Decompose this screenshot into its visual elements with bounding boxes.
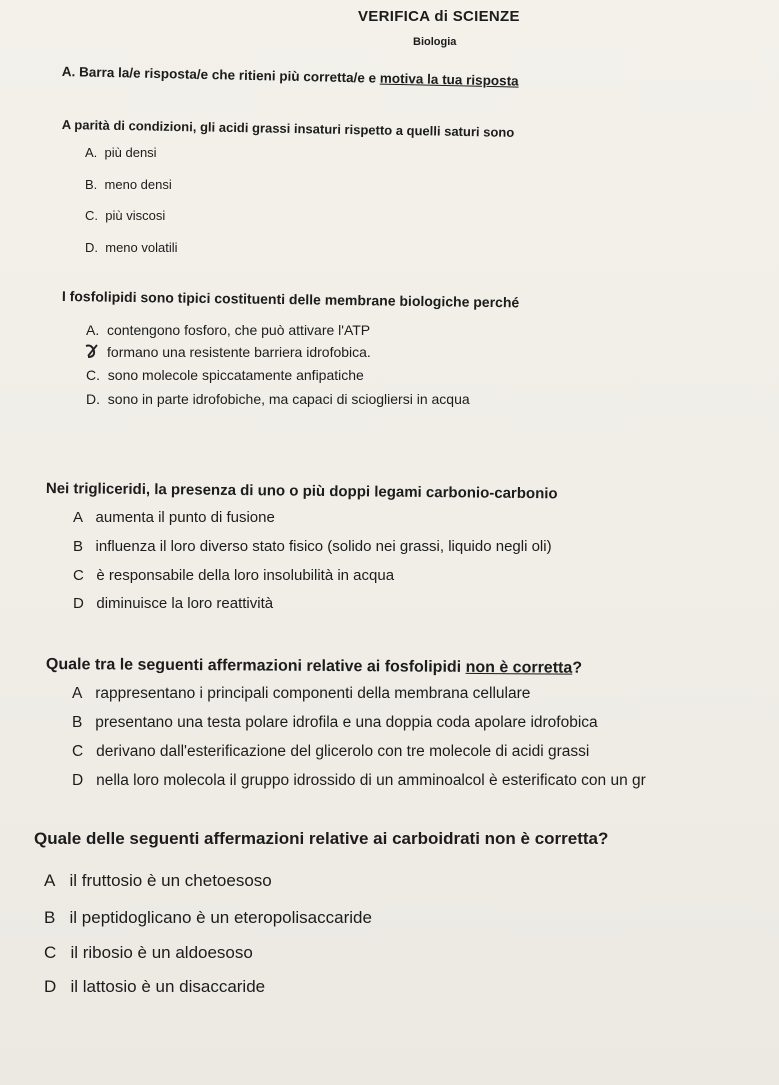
question-3: Nei trigliceridi, la presenza di uno o più doppi legami carbonio-carbonio bbox=[45, 480, 558, 503]
option-text: il fruttosio è un chetoesoso bbox=[69, 871, 272, 890]
page-subtitle: Biologia bbox=[413, 36, 457, 48]
option-text: sono molecole spiccatamente anfipatiche bbox=[107, 367, 364, 383]
q1-option-b[interactable] bbox=[85, 177, 172, 192]
option-text: formano una resistente barriera idrofobica. bbox=[107, 344, 371, 360]
crossed-out-mark-icon bbox=[84, 343, 100, 359]
option-letter: C bbox=[73, 567, 84, 584]
option-text: più viscosi bbox=[105, 208, 166, 223]
option-letter: C. bbox=[86, 367, 100, 383]
q1-option-d[interactable] bbox=[85, 240, 178, 255]
option-letter: B bbox=[73, 538, 84, 555]
option-letter: B. bbox=[85, 177, 98, 192]
option-text: sono in parte idrofobiche, ma capaci di sciogliersi in acqua bbox=[107, 391, 470, 407]
option-text: presentano una testa polare idrofila e una doppia coda apolare idrofobica bbox=[95, 714, 598, 731]
q1-option-c[interactable] bbox=[85, 208, 165, 223]
option-text: il lattosio è un disaccaride bbox=[70, 977, 266, 996]
q2-option-a[interactable] bbox=[86, 322, 370, 338]
q5-option-d[interactable] bbox=[44, 977, 265, 997]
option-letter: A bbox=[44, 871, 56, 890]
q2-option-c[interactable] bbox=[86, 367, 364, 383]
option-letter: D bbox=[44, 977, 57, 996]
question-4-suffix: ? bbox=[572, 659, 583, 677]
instruction bbox=[62, 64, 519, 89]
q4-option-b[interactable] bbox=[72, 714, 598, 732]
instruction-text: A. Barra la/e risposta/e che ritieni più corretta/e e bbox=[61, 64, 381, 86]
option-letter: A. bbox=[86, 322, 100, 338]
option-text: è responsabile della loro insolubilità in acqua bbox=[96, 567, 395, 584]
option-text: meno densi bbox=[104, 177, 172, 192]
question-4-underlined: non è corretta bbox=[465, 658, 573, 677]
option-text: più densi bbox=[104, 145, 157, 160]
q4-option-a[interactable] bbox=[72, 685, 530, 703]
question-4-text: Quale tra le seguenti affermazioni relative ai fosfolipidi bbox=[45, 656, 466, 676]
option-letter: A. bbox=[85, 145, 98, 160]
q4-option-c[interactable] bbox=[72, 743, 589, 761]
option-text: meno volatili bbox=[105, 240, 178, 255]
option-letter: C. bbox=[85, 208, 98, 223]
option-letter: D. bbox=[85, 240, 98, 255]
option-text: contengono fosforo, che può attivare l'ATP bbox=[107, 322, 371, 338]
question-2: I fosfolipidi sono tipici costituenti delle membrane biologiche perché bbox=[61, 288, 520, 311]
option-text: il ribosio è un aldoesoso bbox=[70, 943, 253, 962]
option-letter: D bbox=[72, 772, 84, 789]
option-letter: A bbox=[72, 685, 83, 702]
option-text: rappresentano i principali componenti della membrana cellulare bbox=[95, 685, 531, 702]
q5-option-a[interactable] bbox=[44, 871, 272, 891]
option-letter: B bbox=[44, 908, 56, 927]
option-text: il peptidoglicano è un eteropolisaccaride bbox=[69, 908, 372, 927]
q1-option-a[interactable] bbox=[85, 145, 157, 160]
question-5: Quale delle seguenti affermazioni relative ai carboidrati non è corretta? bbox=[34, 829, 609, 848]
instruction-underlined: motiva la tua risposta bbox=[379, 70, 519, 89]
option-letter: B bbox=[72, 714, 83, 731]
question-1: A parità di condizioni, gli acidi grassi insaturi rispetto a quelli saturi sono bbox=[61, 117, 515, 140]
q5-option-b[interactable] bbox=[44, 908, 372, 928]
q5-option-c[interactable] bbox=[44, 943, 253, 963]
q3-option-c[interactable] bbox=[73, 567, 394, 584]
option-text: influenza il loro diverso stato fisico (solido nei grassi, liquido negli oli) bbox=[95, 538, 552, 555]
q3-option-b[interactable] bbox=[73, 538, 552, 555]
option-letter: D bbox=[73, 595, 84, 612]
option-letter: D. bbox=[86, 391, 100, 407]
q3-option-a[interactable] bbox=[73, 509, 275, 526]
option-text: derivano dall'esterificazione del glicerolo con tre molecole di acidi grassi bbox=[96, 743, 590, 760]
option-letter: C bbox=[44, 943, 57, 962]
page-title: VERIFICA di SCIENZE bbox=[358, 8, 520, 25]
question-4 bbox=[46, 656, 582, 678]
q2-option-d[interactable] bbox=[86, 391, 470, 407]
q4-option-d[interactable] bbox=[72, 772, 779, 790]
option-text: aumenta il punto di fusione bbox=[95, 509, 275, 526]
option-letter: C bbox=[72, 743, 84, 760]
q2-option-b[interactable] bbox=[86, 344, 371, 360]
q3-option-d[interactable] bbox=[73, 595, 273, 612]
option-letter: A bbox=[73, 509, 84, 526]
option-text: diminuisce la loro reattività bbox=[96, 595, 274, 612]
option-text: nella loro molecola il gruppo idrossido di un amminoalcol è esterificato con un gr bbox=[96, 772, 646, 789]
